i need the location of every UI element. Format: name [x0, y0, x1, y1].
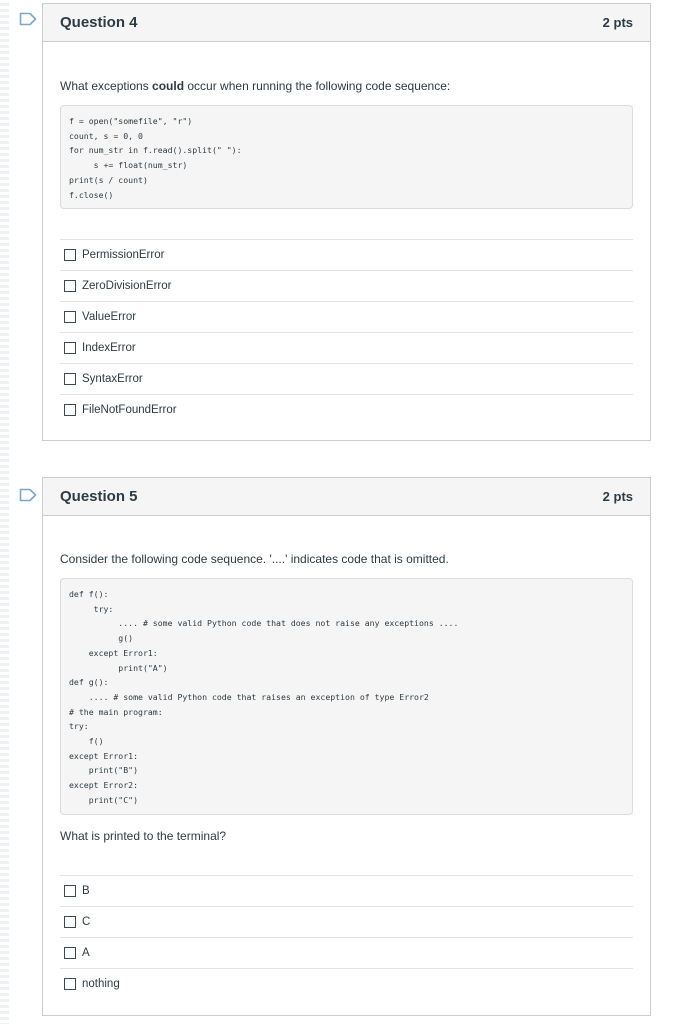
answer-option[interactable] — [60, 363, 633, 394]
answer-option[interactable] — [60, 270, 633, 301]
answer-label: nothing — [82, 978, 120, 990]
answer-checkbox[interactable] — [64, 311, 76, 323]
answer-list — [60, 239, 633, 425]
answer-checkbox[interactable] — [64, 916, 76, 928]
answer-label: ZeroDivisionError — [82, 280, 172, 292]
answer-checkbox[interactable] — [64, 885, 76, 897]
question-title: Question 5 — [60, 488, 138, 505]
answer-label: PermissionError — [82, 249, 165, 261]
answer-checkbox[interactable] — [64, 373, 76, 385]
flag-question-icon[interactable] — [19, 488, 37, 502]
answer-checkbox[interactable] — [64, 404, 76, 416]
answer-checkbox[interactable] — [64, 280, 76, 292]
question-followup: What is printed to the terminal? — [60, 829, 227, 843]
page-left-edge — [0, 0, 9, 1024]
answer-option[interactable] — [60, 301, 633, 332]
answer-label: IndexError — [82, 342, 136, 354]
answer-label: FileNotFoundError — [82, 404, 177, 416]
answer-checkbox[interactable] — [64, 249, 76, 261]
answer-label: ValueError — [82, 311, 137, 323]
answer-option[interactable] — [60, 937, 633, 968]
answer-label: B — [82, 885, 90, 897]
question-5 — [42, 477, 651, 1016]
question-title: Question 4 — [60, 14, 138, 31]
answer-option[interactable] — [60, 394, 633, 425]
flag-question-icon[interactable] — [19, 12, 37, 26]
code-block: def f(): try: .... # some valid Python code that does not raise any exceptions .... g() except Error1: print("A") def g(): .... # some valid Python code that raises an exception of type Error2 # the main program: try: f() except Error1: print("B") except Error2: print("C") — [60, 578, 633, 815]
question-header — [43, 4, 650, 42]
answer-checkbox[interactable] — [64, 978, 76, 990]
answer-list — [60, 875, 633, 999]
answer-label: A — [82, 947, 90, 959]
answer-option[interactable] — [60, 875, 633, 906]
answer-label: SyntaxError — [82, 373, 143, 385]
answer-label: C — [82, 916, 91, 928]
question-points: 2 pts — [602, 489, 633, 504]
answer-option[interactable] — [60, 332, 633, 363]
answer-option[interactable] — [60, 239, 633, 270]
question-prompt: What exceptions could occur when running the following code sequence: — [60, 79, 451, 93]
code-block: f = open("somefile", "r") count, s = 0, 0 for num_str in f.read().split(" "): s += float(num_str) print(s / count) f.close() — [60, 105, 633, 209]
answer-option[interactable] — [60, 968, 633, 999]
answer-checkbox[interactable] — [64, 947, 76, 959]
question-prompt: Consider the following code sequence. '....' indicates code that is omitted. — [60, 552, 449, 566]
question-4 — [42, 3, 651, 441]
answer-option[interactable] — [60, 906, 633, 937]
question-points: 2 pts — [602, 15, 633, 30]
answer-checkbox[interactable] — [64, 342, 76, 354]
question-header — [43, 478, 650, 516]
